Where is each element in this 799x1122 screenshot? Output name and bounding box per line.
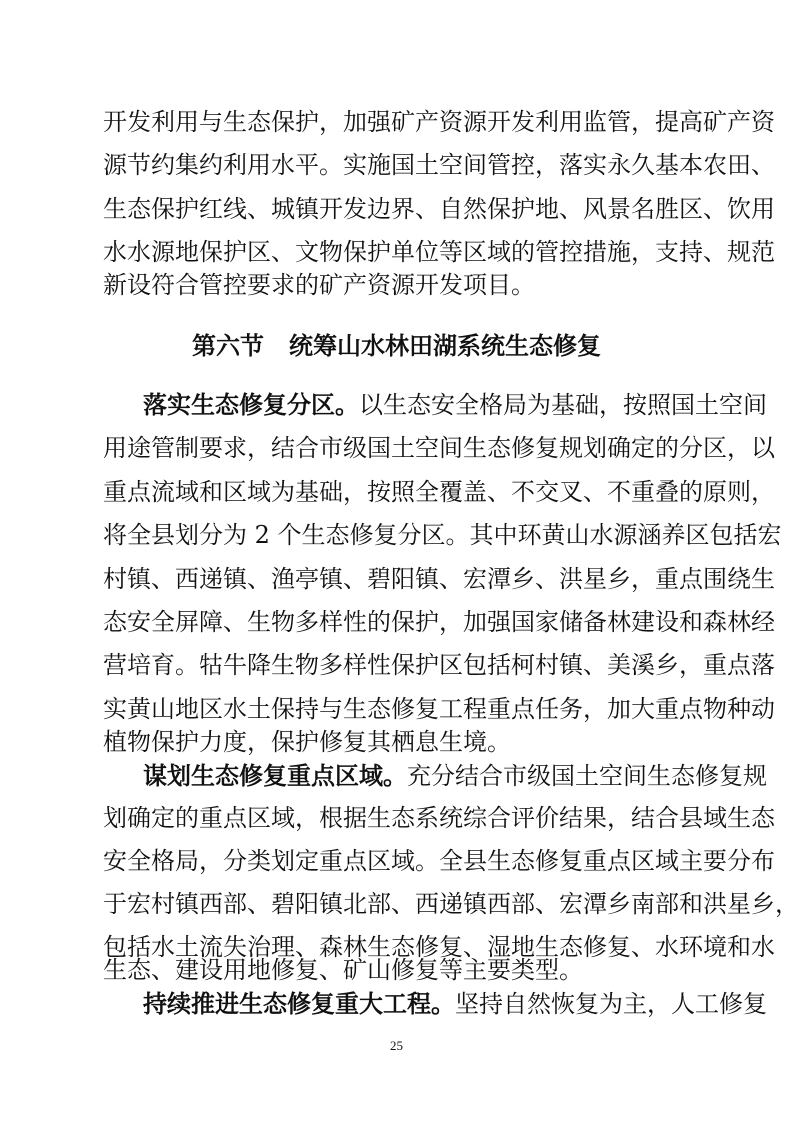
paragraph-line: 生态保护红线、城镇开发边界、自然保护地、风景名胜区、饮用 xyxy=(103,195,775,223)
paragraph-text: 充分结合市级国土空间生态修复规 xyxy=(407,762,767,790)
paragraph-line: 于宏村镇西部、碧阳镇北部、西递镇西部、宏潭乡南部和洪星乡， xyxy=(103,890,799,918)
paragraph-line: 重点流域和区域为基础，按照全覆盖、不交叉、不重叠的原则， xyxy=(103,478,775,506)
paragraph-line: 将全县划分为 2 个生态修复分区。其中环黄山水源涵养区包括宏 xyxy=(103,521,782,549)
paragraph-line: 村镇、西递镇、渔亭镇、碧阳镇、宏潭乡、洪星乡，重点围绕生 xyxy=(103,565,775,593)
paragraph-line: 新设符合管控要求的矿产资源开发项目。 xyxy=(103,271,535,299)
section-heading: 第六节 统筹山水林田湖系统生态修复 xyxy=(191,332,602,360)
paragraph-line: 包括水土流失治理、森林生态修复、湿地生态修复、水环境和水 xyxy=(103,933,775,961)
paragraph-lead: 落实生态修复分区。 xyxy=(143,390,359,419)
paragraph-first-line xyxy=(143,385,767,425)
paragraph-lead: 谋划生态修复重点区域。 xyxy=(143,761,407,790)
paragraph-line: 安全格局，分类划定重点区域。全县生态修复重点区域主要分布 xyxy=(103,847,775,875)
page-number: 25 xyxy=(390,1038,403,1053)
paragraph-line: 水水源地保护区、文物保护单位等区域的管控措施，支持、规范 xyxy=(103,238,775,266)
paragraph-line: 划确定的重点区域，根据生态系统综合评价结果，结合县域生态 xyxy=(103,804,775,832)
paragraph-text: 以生态安全格局为基础，按照国土空间 xyxy=(359,391,767,419)
paragraph-lead: 持续推进生态修复重大工程。 xyxy=(143,989,455,1018)
paragraph-text: 坚持自然恢复为主，人工修复 xyxy=(455,990,767,1018)
paragraph-line: 源节约集约利用水平。实施国土空间管控，落实永久基本农田、 xyxy=(103,151,775,179)
paragraph-line: 营培育。牯牛降生物多样性保护区包括柯村镇、美溪乡，重点落 xyxy=(103,651,775,679)
paragraph-line: 生态、建设用地修复、矿山修复等主要类型。 xyxy=(103,956,583,984)
paragraph-first-line xyxy=(143,756,767,796)
paragraph-line: 开发利用与生态保护，加强矿产资源开发利用监管，提高矿产资 xyxy=(103,108,775,136)
paragraph-line: 用途管制要求，结合市级国土空间生态修复规划确定的分区，以 xyxy=(103,434,775,462)
paragraph-line: 植物保护力度，保护修复其栖息生境。 xyxy=(103,728,511,756)
paragraph-first-line xyxy=(143,984,767,1024)
paragraph-line: 实黄山地区水土保持与生态修复工程重点任务，加大重点物种动 xyxy=(103,695,775,723)
paragraph-line: 态安全屏障、生物多样性的保护，加强国家储备林建设和森林经 xyxy=(103,608,775,636)
